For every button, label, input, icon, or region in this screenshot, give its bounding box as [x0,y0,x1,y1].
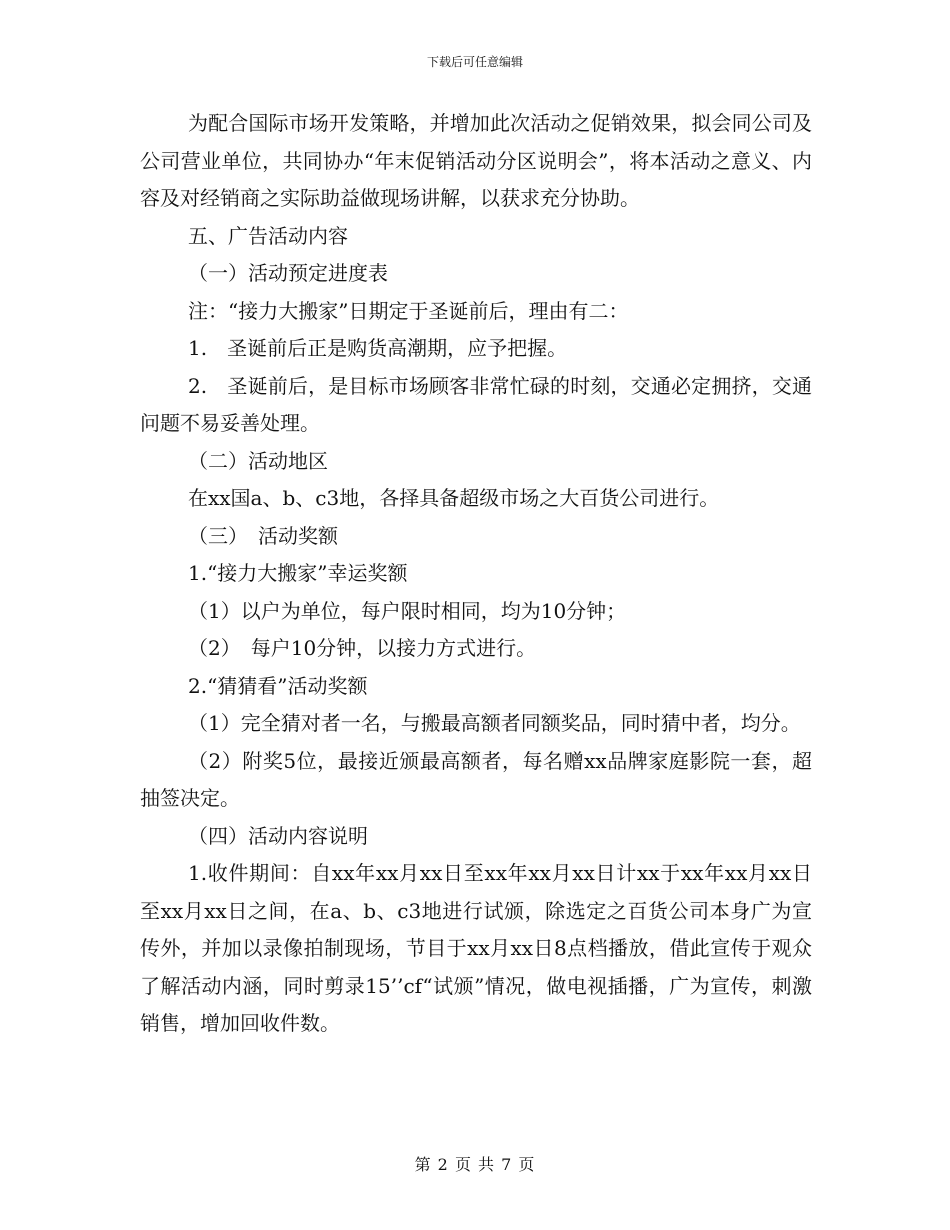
reason-2: 2. 圣诞前后，是目标市场顾客非常忙碌的时刻，交通必定拥挤，交通问题不易妥善处理。 [140,373,812,435]
reason-1: 1. 圣诞前后正是购货高潮期，应予把握。 [188,336,568,360]
subheading-area: （二）活动地区 [188,448,328,473]
prize-guess-item-1: （1）完全猜对者一名，与搬最高额者同额奖品，同时猜中者，均分。 [188,711,801,735]
paragraph-intro: 为配合国际市场开发策略，并增加此次活动之促销效果，拟会同公司及公司营业单位，共同协办“年末促销活动分区说明会”，将本活动之意义、内容及对经销商之实际助益做现场讲解，以获求充分协助。 [140,111,812,210]
prize-guess-heading: 2.“猜猜看”活动奖额 [188,673,368,698]
subheading-content: （四）活动内容说明 [188,823,368,848]
prize-relay-item-1: （1）以户为单位，每户限时相同，均为10分钟； [188,598,627,623]
subheading-prizes: （三） 活动奖额 [188,523,338,548]
section-heading-5: 五、广告活动内容 [188,223,348,248]
prize-guess-item-2: （2）附奖5位，最接近颁最高额者，每名赠xx品牌家庭影院一套，超抽签决定。 [140,748,812,810]
prize-relay-item-2: （2） 每户10分钟，以接力方式进行。 [188,636,537,660]
page-header: 下载后可任意编辑 [426,55,523,69]
content-description: 1.收件期间：自xx年xx月xx日至xx年xx月xx日计xx于xx年xx月xx日至xx月xx日之间，在a、b、c3地进行试颁，除选定之百货公司本身广为宣传外，并加以录像拍制现场，节目于xx月xx日8点档播放，借此宣传于观众了解活动内涵，同时剪录15’’cf“试颁”情况，做电视插播，广为宣传，刺激销售，增加回收件数。 [140,861,812,1035]
subheading-schedule: （一）活动预定进度表 [188,261,388,285]
page-footer: 第 2 页 共 7 页 [414,1155,536,1174]
document-body [140,105,812,1043]
note-line: 注：“接力大搬家”日期定于圣诞前后，理由有二： [188,298,629,323]
prize-relay-heading: 1.“接力大搬家”幸运奖额 [188,561,408,585]
area-description: 在xx国a、b、c3地，各择具备超级市场之大百货公司进行。 [188,486,720,510]
